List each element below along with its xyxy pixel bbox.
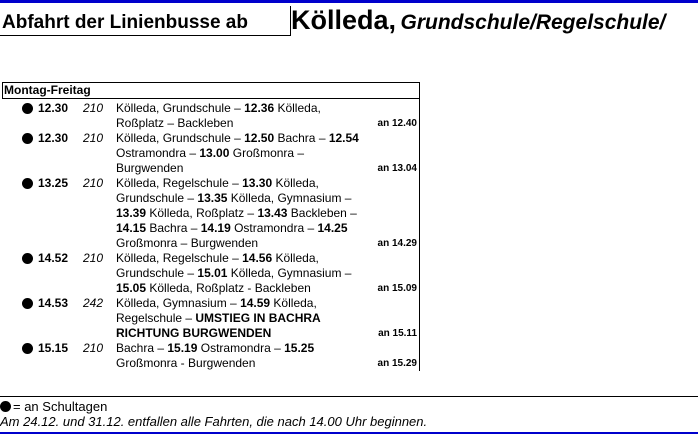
stop-name: Grundschule/Regelschule/ bbox=[400, 11, 666, 34]
route-stop-time: 14.25 bbox=[317, 221, 348, 235]
stop-place: Kölleda, bbox=[291, 5, 397, 35]
page-title: Abfahrt der Linienbusse ab bbox=[2, 12, 248, 33]
bus-line-number: 210 bbox=[83, 251, 104, 265]
departure-time: 12.30 bbox=[38, 131, 69, 145]
route-stop-time: 13.43 bbox=[257, 206, 288, 220]
route-description bbox=[116, 341, 368, 371]
route-stop-text: Kölleda, Regelschule – bbox=[116, 176, 243, 190]
route-stop-time: 13.00 bbox=[199, 146, 230, 160]
route-stop-text: Großmonra – Burgwenden bbox=[116, 236, 259, 250]
departure-row bbox=[2, 101, 419, 131]
arrival-time: an 15.29 bbox=[377, 358, 417, 369]
departure-time: 14.53 bbox=[38, 296, 69, 310]
route-stop-text: Großmonra - Burgwenden bbox=[116, 356, 256, 370]
route-stop-time: 13.39 bbox=[116, 206, 147, 220]
school-day-bullet-icon bbox=[22, 253, 33, 264]
school-day-bullet-icon bbox=[22, 133, 33, 144]
school-day-bullet-icon bbox=[0, 401, 11, 412]
route-stop-text: Kölleda, Roßplatz – Backleben bbox=[116, 101, 321, 130]
bus-line-number: 210 bbox=[83, 341, 104, 355]
top-accent-bar bbox=[0, 0, 698, 3]
arrival-time: an 15.11 bbox=[378, 328, 417, 339]
departure-time: 15.15 bbox=[38, 341, 69, 355]
bottom-accent-bar bbox=[0, 432, 698, 434]
departure-row bbox=[2, 131, 419, 176]
route-stop-time: 15.25 bbox=[284, 341, 315, 355]
route-stop-time: 12.50 bbox=[244, 131, 275, 145]
departure-row bbox=[2, 176, 419, 251]
route-stop-time: 12.36 bbox=[244, 101, 275, 115]
departure-time: 13.25 bbox=[38, 176, 69, 190]
school-day-bullet-icon bbox=[22, 343, 33, 354]
route-stop-time: 15.19 bbox=[167, 341, 198, 355]
timetable bbox=[2, 82, 420, 371]
route-description bbox=[116, 131, 368, 176]
route-stop-text: Bachra – bbox=[116, 341, 168, 355]
route-description bbox=[116, 296, 368, 341]
route-stop-time: 13.35 bbox=[197, 191, 228, 205]
route-stop-text: Kölleda, Roßplatz - Backleben bbox=[146, 281, 311, 295]
route-stop-time: 13.30 bbox=[242, 176, 273, 190]
route-stop-text: Kölleda, Gymnasium – bbox=[227, 266, 352, 280]
departure-row bbox=[2, 341, 419, 371]
route-stop-text: Bachra – bbox=[146, 221, 201, 235]
departure-row bbox=[2, 296, 419, 341]
route-stop-text: Kölleda, Grundschule – bbox=[116, 176, 319, 205]
route-stop-text: Bachra – bbox=[274, 131, 329, 145]
arrival-time: an 15.09 bbox=[377, 283, 417, 294]
route-stop-time: 12.54 bbox=[328, 131, 359, 145]
route-stop-text: Kölleda, Regelschule – bbox=[116, 251, 243, 265]
footer-divider bbox=[0, 396, 698, 397]
stop-heading bbox=[291, 5, 665, 36]
route-stop-text: Großmonra – Burgwenden bbox=[116, 146, 305, 175]
bus-line-number: 242 bbox=[83, 296, 104, 310]
route-description bbox=[116, 251, 368, 296]
route-stop-text: Kölleda, Regelschule – bbox=[116, 296, 317, 325]
departure-time: 12.30 bbox=[38, 101, 69, 115]
school-day-bullet-icon bbox=[22, 298, 33, 309]
title-underline bbox=[0, 35, 290, 36]
school-day-bullet-icon bbox=[22, 178, 33, 189]
departure-row bbox=[2, 251, 419, 296]
route-stop-time: 14.59 bbox=[240, 296, 271, 310]
route-stop-text: Ostramondra – bbox=[116, 146, 200, 160]
legend-text: = an Schultagen bbox=[13, 399, 108, 414]
route-description bbox=[116, 101, 368, 131]
route-description bbox=[116, 176, 368, 251]
route-stop-text: Kölleda, Gymnasium – bbox=[116, 296, 241, 310]
holiday-note: Am 24.12. und 31.12. entfallen alle Fahrten, die nach 14.00 Uhr beginnen. bbox=[0, 414, 428, 429]
route-stop-text: Kölleda, Roßplatz – bbox=[146, 206, 258, 220]
legend bbox=[0, 399, 107, 414]
route-stop-text: Backleben – bbox=[287, 206, 357, 220]
route-stop-time: 15.05 bbox=[116, 281, 147, 295]
departure-time: 14.52 bbox=[38, 251, 69, 265]
bus-line-number: 210 bbox=[83, 131, 104, 145]
bus-line-number: 210 bbox=[83, 176, 104, 190]
arrival-time: an 12.40 bbox=[377, 118, 417, 129]
section-header-weekdays: Montag-Freitag bbox=[2, 82, 420, 99]
arrival-time: an 13.04 bbox=[377, 163, 417, 174]
route-stop-text: Ostramondra – bbox=[230, 221, 318, 235]
route-stop-text: Ostramondra – bbox=[197, 341, 285, 355]
route-stop-time: UMSTIEG IN BACHRA RICHTUNG BURGWENDEN bbox=[116, 311, 321, 340]
route-stop-time: 14.19 bbox=[200, 221, 231, 235]
route-stop-text: Kölleda, Grundschule – bbox=[116, 251, 319, 280]
route-stop-time: 14.15 bbox=[116, 221, 147, 235]
route-stop-text: Kölleda, Gymnasium – bbox=[227, 191, 352, 205]
departure-list bbox=[2, 99, 420, 371]
bus-line-number: 210 bbox=[83, 101, 104, 115]
route-stop-text: Kölleda, Grundschule – bbox=[116, 131, 245, 145]
route-stop-text: Kölleda, Grundschule – bbox=[116, 101, 245, 115]
arrival-time: an 14.29 bbox=[377, 238, 417, 249]
route-stop-time: 14.56 bbox=[242, 251, 273, 265]
school-day-bullet-icon bbox=[22, 103, 33, 114]
route-stop-time: 15.01 bbox=[197, 266, 228, 280]
